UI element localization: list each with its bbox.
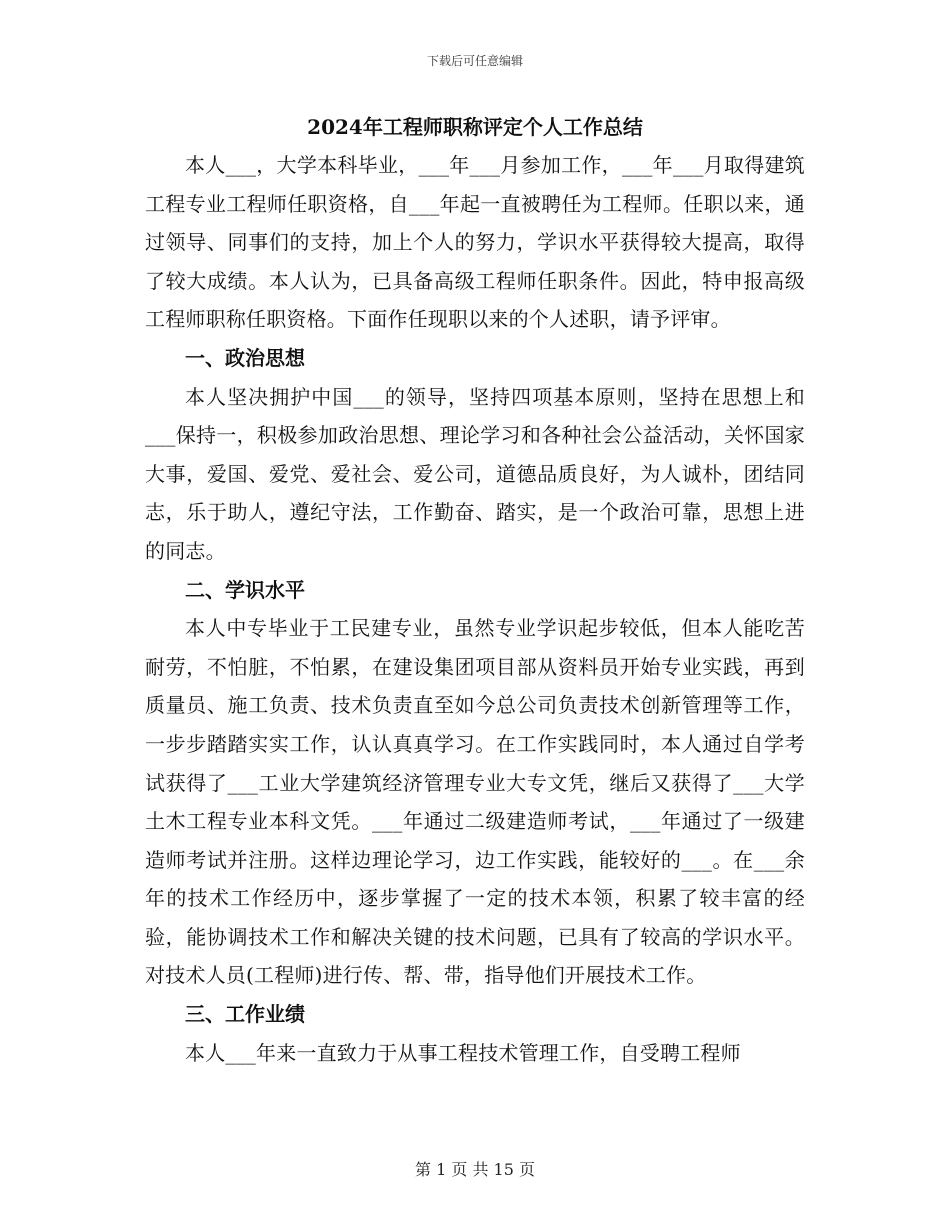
section-achievements — [145, 995, 805, 1072]
section-paragraph: 本人中专毕业于工民建专业，虽然专业学识起步较低，但本人能吃苦耐劳，不怕脏，不怕累，在建设集团项目部从资料员开始专业实践，再到质量员、施工负责、技术负责直至如今总公司负责技术创新管理等工作，一步步踏踏实实工作，认认真真学习。在工作实践同时，本人通过自学考试获得了___工业大学建筑经济管理专业大专文凭，继后又获得了___大学土木工程专业本科文凭。___年通过二级建造师考试，___年通过了一级建造师考试并注册。这样边理论学习，边工作实践，能较好的___。在___余年的技术工作经历中，逐步掌握了一定的技术本领，积累了较丰富的经验，能协调技术工作和解决关键的技术问题，已具有了较高的学识水平。对技术人员(工程师)进行传、帮、带，指导他们开展技术工作。 — [145, 616, 805, 988]
section-paragraph: 本人坚决拥护中国___的领导，坚持四项基本原则，坚持在思想上和___保持一，积极参加政治思想、理论学习和各种社会公益活动，关怀国家大事，爱国、爱党、爱社会、爱公司，道德品质良好，为人诚朴，团结同志，乐于助人，遵纪守法，工作勤奋、踏实，是一个政治可靠，思想上进的同志。 — [145, 384, 805, 563]
section-heading: 二、学识水平 — [185, 577, 305, 602]
intro-paragraph: 本人___，大学本科毕业，___年___月参加工作，___年___月取得建筑工程专业工程师任职资格，自___年起一直被聘任为工程师。任职以来，通过领导、同事们的支持，加上个人的努力，学识水平获得较大提高，取得了较大成绩。本人认为，已具备高级工程师任职条件。因此，特申报高级工程师职称任职资格。下面作任现职以来的个人述职，请予评审。 — [145, 153, 805, 332]
section-heading: 一、政治思想 — [185, 345, 305, 370]
section-political — [145, 339, 805, 571]
document-body — [145, 108, 805, 1072]
page-number-footer: 第 1 页 共 15 页 — [415, 1160, 535, 1179]
section-paragraph: 本人___年来一直致力于从事工程技术管理工作，自受聘工程师 — [185, 1040, 741, 1065]
document-title: 2024年工程师职称评定个人工作总结 — [307, 115, 643, 139]
section-heading: 三、工作业绩 — [185, 1002, 305, 1027]
page-header-note: 下载后可任意编辑 — [426, 54, 523, 68]
section-knowledge — [145, 571, 805, 996]
